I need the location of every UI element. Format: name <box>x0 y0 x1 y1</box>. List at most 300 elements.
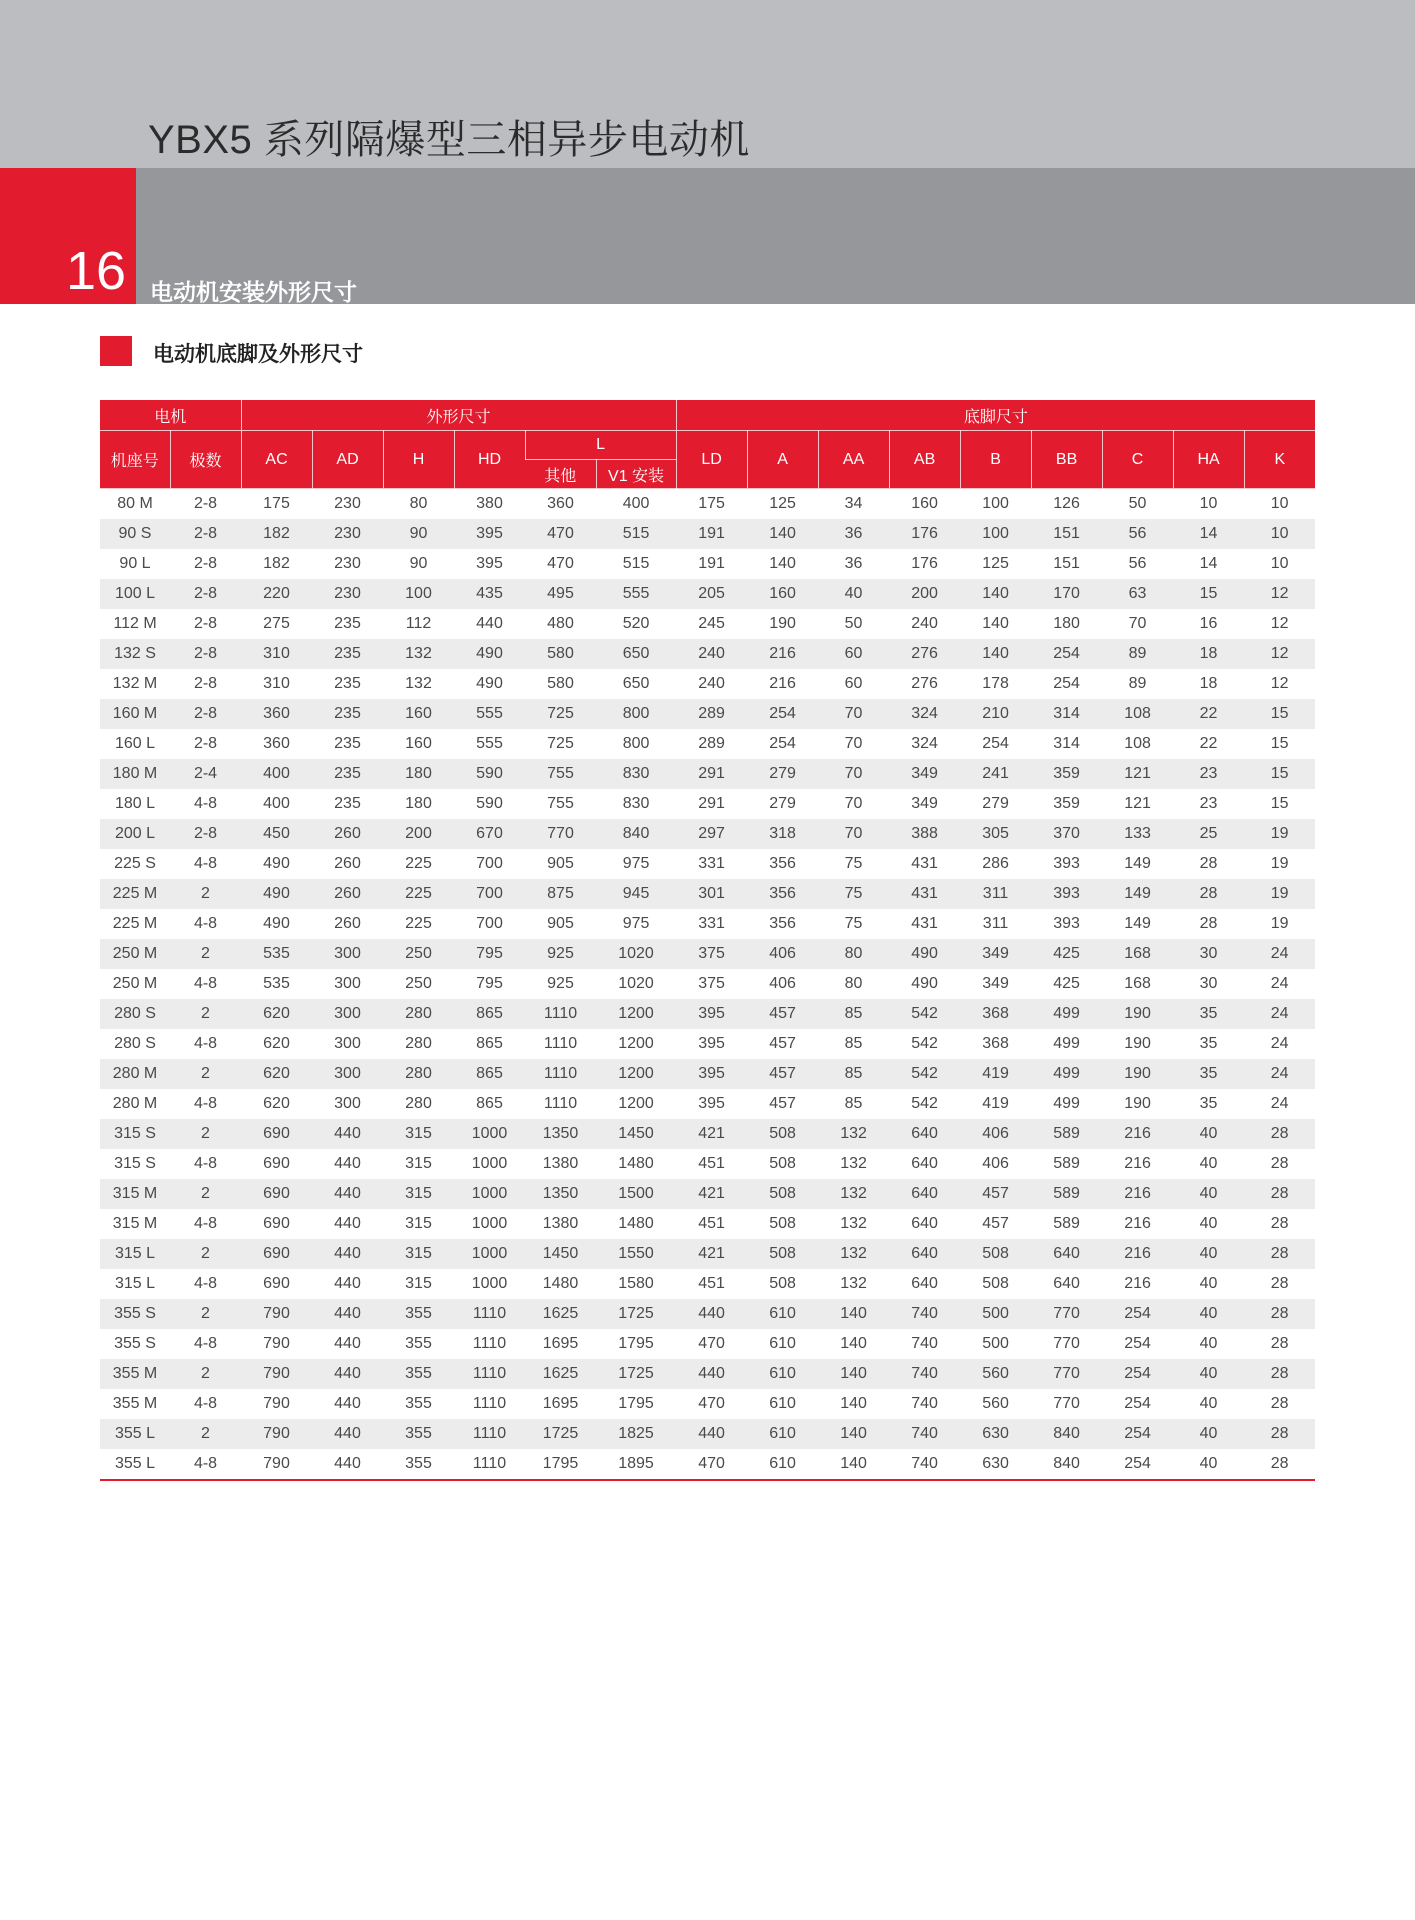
cell-k: 19 <box>1244 819 1315 849</box>
cell-ad: 440 <box>312 1239 383 1269</box>
cell-ac: 620 <box>241 999 312 1029</box>
table-row <box>100 519 1315 549</box>
cell-l-v1: 975 <box>596 909 676 939</box>
cell-a: 508 <box>747 1119 818 1149</box>
cell-ac: 535 <box>241 939 312 969</box>
cell-ac: 310 <box>241 669 312 699</box>
cell-ld: 421 <box>676 1239 747 1269</box>
cell-b: 125 <box>960 549 1031 579</box>
cell-ac: 690 <box>241 1149 312 1179</box>
table-row <box>100 1359 1315 1389</box>
cell-l-v1: 800 <box>596 729 676 759</box>
cell-bb: 359 <box>1031 789 1102 819</box>
cell-l-other: 875 <box>525 879 596 909</box>
cell-ab: 640 <box>889 1209 960 1239</box>
cell-l-v1: 840 <box>596 819 676 849</box>
cell-c: 56 <box>1102 519 1173 549</box>
cell-frame: 315 L <box>100 1239 170 1269</box>
cell-ld: 240 <box>676 639 747 669</box>
cell-ab: 740 <box>889 1449 960 1480</box>
cell-ha: 40 <box>1173 1389 1244 1419</box>
cell-ad: 230 <box>312 519 383 549</box>
cell-c: 190 <box>1102 1059 1173 1089</box>
cell-aa: 132 <box>818 1209 889 1239</box>
cell-aa: 132 <box>818 1149 889 1179</box>
cell-bb: 499 <box>1031 1089 1102 1119</box>
cell-a: 610 <box>747 1359 818 1389</box>
cell-ab: 490 <box>889 969 960 999</box>
cell-h: 100 <box>383 579 454 609</box>
cell-l-other: 1110 <box>525 1029 596 1059</box>
cell-ab: 640 <box>889 1269 960 1299</box>
cell-poles: 2 <box>170 1119 241 1149</box>
cell-c: 254 <box>1102 1329 1173 1359</box>
cell-b: 419 <box>960 1059 1031 1089</box>
cell-bb: 359 <box>1031 759 1102 789</box>
cell-hd: 490 <box>454 669 525 699</box>
cell-h: 250 <box>383 969 454 999</box>
cell-c: 168 <box>1102 939 1173 969</box>
cell-frame: 280 S <box>100 1029 170 1059</box>
cell-ad: 260 <box>312 909 383 939</box>
cell-hd: 1000 <box>454 1149 525 1179</box>
cell-bb: 151 <box>1031 519 1102 549</box>
cell-aa: 34 <box>818 489 889 520</box>
cell-hd: 395 <box>454 549 525 579</box>
cell-bb: 589 <box>1031 1119 1102 1149</box>
cell-l-other: 905 <box>525 849 596 879</box>
cell-ab: 640 <box>889 1149 960 1179</box>
cell-frame: 160 M <box>100 699 170 729</box>
cell-ha: 14 <box>1173 549 1244 579</box>
table-row <box>100 879 1315 909</box>
cell-a: 457 <box>747 1029 818 1059</box>
cell-l-v1: 1480 <box>596 1209 676 1239</box>
cell-c: 149 <box>1102 849 1173 879</box>
cell-aa: 140 <box>818 1299 889 1329</box>
cell-c: 108 <box>1102 729 1173 759</box>
cell-l-v1: 1200 <box>596 1059 676 1089</box>
cell-a: 508 <box>747 1179 818 1209</box>
cell-c: 190 <box>1102 1089 1173 1119</box>
cell-a: 508 <box>747 1209 818 1239</box>
cell-b: 311 <box>960 909 1031 939</box>
cell-b: 630 <box>960 1449 1031 1480</box>
cell-h: 225 <box>383 879 454 909</box>
cell-poles: 2-4 <box>170 759 241 789</box>
cell-ab: 542 <box>889 999 960 1029</box>
cell-bb: 254 <box>1031 639 1102 669</box>
cell-k: 28 <box>1244 1389 1315 1419</box>
cell-ad: 440 <box>312 1149 383 1179</box>
group-header-outline: 外形尺寸 <box>241 400 676 431</box>
cell-poles: 4-8 <box>170 1089 241 1119</box>
cell-ab: 640 <box>889 1239 960 1269</box>
cell-ad: 235 <box>312 759 383 789</box>
cell-k: 24 <box>1244 969 1315 999</box>
cell-bb: 640 <box>1031 1269 1102 1299</box>
cell-ad: 300 <box>312 999 383 1029</box>
cell-frame: 180 M <box>100 759 170 789</box>
cell-ha: 23 <box>1173 759 1244 789</box>
cell-b: 140 <box>960 639 1031 669</box>
cell-k: 28 <box>1244 1329 1315 1359</box>
cell-frame: 250 M <box>100 969 170 999</box>
cell-b: 349 <box>960 969 1031 999</box>
cell-h: 315 <box>383 1269 454 1299</box>
cell-h: 355 <box>383 1299 454 1329</box>
cell-k: 24 <box>1244 1059 1315 1089</box>
cell-h: 315 <box>383 1149 454 1179</box>
table-row <box>100 1449 1315 1480</box>
cell-hd: 1000 <box>454 1239 525 1269</box>
cell-ha: 35 <box>1173 1029 1244 1059</box>
cell-ha: 22 <box>1173 729 1244 759</box>
cell-ad: 300 <box>312 1059 383 1089</box>
cell-a: 190 <box>747 609 818 639</box>
cell-frame: 90 L <box>100 549 170 579</box>
cell-l-other: 480 <box>525 609 596 639</box>
cell-aa: 75 <box>818 849 889 879</box>
cell-l-v1: 975 <box>596 849 676 879</box>
cell-ha: 18 <box>1173 669 1244 699</box>
cell-l-v1: 1725 <box>596 1359 676 1389</box>
cell-poles: 2 <box>170 1419 241 1449</box>
table-row <box>100 1119 1315 1149</box>
cell-bb: 151 <box>1031 549 1102 579</box>
cell-ad: 440 <box>312 1389 383 1419</box>
cell-hd: 1110 <box>454 1419 525 1449</box>
cell-ad: 440 <box>312 1299 383 1329</box>
col-header-h: H <box>383 431 454 489</box>
cell-hd: 590 <box>454 759 525 789</box>
cell-a: 140 <box>747 519 818 549</box>
cell-l-v1: 515 <box>596 549 676 579</box>
cell-aa: 140 <box>818 1359 889 1389</box>
cell-b: 241 <box>960 759 1031 789</box>
cell-aa: 75 <box>818 909 889 939</box>
cell-l-v1: 1200 <box>596 999 676 1029</box>
cell-aa: 132 <box>818 1239 889 1269</box>
cell-ld: 191 <box>676 519 747 549</box>
cell-l-v1: 1020 <box>596 939 676 969</box>
cell-l-v1: 1895 <box>596 1449 676 1480</box>
cell-c: 89 <box>1102 639 1173 669</box>
cell-c: 216 <box>1102 1119 1173 1149</box>
cell-a: 356 <box>747 849 818 879</box>
cell-hd: 1110 <box>454 1389 525 1419</box>
cell-l-other: 725 <box>525 729 596 759</box>
cell-b: 305 <box>960 819 1031 849</box>
col-header-poles: 极数 <box>170 431 241 489</box>
cell-bb: 170 <box>1031 579 1102 609</box>
cell-hd: 1000 <box>454 1119 525 1149</box>
cell-poles: 2 <box>170 1299 241 1329</box>
col-header-hd: HD <box>454 431 525 489</box>
cell-c: 70 <box>1102 609 1173 639</box>
cell-poles: 2-8 <box>170 699 241 729</box>
cell-aa: 140 <box>818 1389 889 1419</box>
cell-b: 286 <box>960 849 1031 879</box>
table-body <box>100 489 1315 1481</box>
cell-a: 254 <box>747 699 818 729</box>
cell-bb: 393 <box>1031 849 1102 879</box>
table-row <box>100 639 1315 669</box>
cell-ac: 275 <box>241 609 312 639</box>
cell-l-v1: 1825 <box>596 1419 676 1449</box>
cell-l-other: 1110 <box>525 999 596 1029</box>
cell-l-other: 755 <box>525 789 596 819</box>
cell-k: 24 <box>1244 1029 1315 1059</box>
cell-a: 508 <box>747 1239 818 1269</box>
cell-bb: 393 <box>1031 909 1102 939</box>
cell-ab: 431 <box>889 849 960 879</box>
cell-ha: 40 <box>1173 1419 1244 1449</box>
cell-aa: 140 <box>818 1419 889 1449</box>
cell-frame: 315 M <box>100 1179 170 1209</box>
cell-ha: 40 <box>1173 1329 1244 1359</box>
cell-aa: 132 <box>818 1179 889 1209</box>
cell-l-other: 925 <box>525 939 596 969</box>
cell-aa: 36 <box>818 519 889 549</box>
cell-ha: 40 <box>1173 1179 1244 1209</box>
table-row <box>100 579 1315 609</box>
cell-ld: 291 <box>676 789 747 819</box>
cell-ad: 440 <box>312 1119 383 1149</box>
table-row <box>100 1149 1315 1179</box>
cell-hd: 440 <box>454 609 525 639</box>
table-row <box>100 939 1315 969</box>
cell-aa: 40 <box>818 579 889 609</box>
cell-k: 28 <box>1244 1359 1315 1389</box>
col-header-ab: AB <box>889 431 960 489</box>
cell-aa: 85 <box>818 1029 889 1059</box>
cell-poles: 2-8 <box>170 549 241 579</box>
cell-l-other: 770 <box>525 819 596 849</box>
cell-a: 279 <box>747 789 818 819</box>
cell-h: 280 <box>383 1029 454 1059</box>
cell-l-v1: 830 <box>596 789 676 819</box>
cell-ac: 690 <box>241 1119 312 1149</box>
cell-hd: 700 <box>454 879 525 909</box>
cell-frame: 355 M <box>100 1359 170 1389</box>
table-row <box>100 969 1315 999</box>
cell-a: 406 <box>747 969 818 999</box>
cell-l-other: 1480 <box>525 1269 596 1299</box>
cell-l-other: 1450 <box>525 1239 596 1269</box>
cell-hd: 865 <box>454 999 525 1029</box>
cell-poles: 4-8 <box>170 969 241 999</box>
cell-c: 254 <box>1102 1299 1173 1329</box>
cell-l-v1: 1795 <box>596 1329 676 1359</box>
cell-h: 225 <box>383 909 454 939</box>
cell-ab: 542 <box>889 1059 960 1089</box>
cell-frame: 280 S <box>100 999 170 1029</box>
cell-ab: 640 <box>889 1119 960 1149</box>
cell-poles: 2-8 <box>170 579 241 609</box>
cell-ld: 175 <box>676 489 747 520</box>
cell-b: 140 <box>960 579 1031 609</box>
cell-b: 210 <box>960 699 1031 729</box>
col-header-b: B <box>960 431 1031 489</box>
cell-frame: 80 M <box>100 489 170 520</box>
cell-ld: 470 <box>676 1449 747 1480</box>
cell-poles: 2 <box>170 999 241 1029</box>
cell-ad: 440 <box>312 1209 383 1239</box>
cell-ab: 740 <box>889 1359 960 1389</box>
cell-poles: 4-8 <box>170 1329 241 1359</box>
cell-c: 216 <box>1102 1239 1173 1269</box>
cell-frame: 160 L <box>100 729 170 759</box>
table-row <box>100 1299 1315 1329</box>
cell-aa: 70 <box>818 759 889 789</box>
cell-l-other: 495 <box>525 579 596 609</box>
cell-ha: 40 <box>1173 1209 1244 1239</box>
cell-ad: 260 <box>312 819 383 849</box>
cell-ab: 388 <box>889 819 960 849</box>
cell-poles: 2-8 <box>170 729 241 759</box>
cell-b: 560 <box>960 1389 1031 1419</box>
col-header-bb: BB <box>1031 431 1102 489</box>
cell-ld: 440 <box>676 1359 747 1389</box>
cell-c: 63 <box>1102 579 1173 609</box>
cell-k: 10 <box>1244 549 1315 579</box>
cell-a: 610 <box>747 1419 818 1449</box>
cell-b: 508 <box>960 1239 1031 1269</box>
cell-l-v1: 515 <box>596 519 676 549</box>
cell-ac: 620 <box>241 1089 312 1119</box>
cell-l-v1: 1580 <box>596 1269 676 1299</box>
cell-ab: 160 <box>889 489 960 520</box>
cell-ab: 431 <box>889 879 960 909</box>
cell-ac: 450 <box>241 819 312 849</box>
cell-hd: 555 <box>454 729 525 759</box>
cell-poles: 4-8 <box>170 1389 241 1419</box>
cell-aa: 80 <box>818 969 889 999</box>
cell-frame: 280 M <box>100 1059 170 1089</box>
page-number: 16 <box>66 241 127 301</box>
cell-b: 457 <box>960 1179 1031 1209</box>
cell-ad: 440 <box>312 1419 383 1449</box>
cell-ha: 25 <box>1173 819 1244 849</box>
cell-ac: 175 <box>241 489 312 520</box>
cell-c: 216 <box>1102 1179 1173 1209</box>
cell-c: 56 <box>1102 549 1173 579</box>
cell-b: 368 <box>960 1029 1031 1059</box>
cell-frame: 132 M <box>100 669 170 699</box>
cell-c: 168 <box>1102 969 1173 999</box>
cell-hd: 395 <box>454 519 525 549</box>
table-row <box>100 1419 1315 1449</box>
cell-ha: 23 <box>1173 789 1244 819</box>
cell-ha: 15 <box>1173 579 1244 609</box>
cell-h: 280 <box>383 1059 454 1089</box>
cell-ac: 535 <box>241 969 312 999</box>
cell-l-v1: 1795 <box>596 1389 676 1419</box>
col-header-c: C <box>1102 431 1173 489</box>
cell-a: 125 <box>747 489 818 520</box>
cell-l-other: 1380 <box>525 1209 596 1239</box>
cell-ad: 235 <box>312 789 383 819</box>
cell-ad: 235 <box>312 669 383 699</box>
cell-c: 149 <box>1102 909 1173 939</box>
cell-frame: 225 M <box>100 879 170 909</box>
cell-l-v1: 1725 <box>596 1299 676 1329</box>
cell-ac: 182 <box>241 549 312 579</box>
cell-a: 457 <box>747 1059 818 1089</box>
cell-l-v1: 1480 <box>596 1149 676 1179</box>
col-header-ha: HA <box>1173 431 1244 489</box>
cell-ld: 289 <box>676 729 747 759</box>
cell-ab: 740 <box>889 1419 960 1449</box>
cell-aa: 85 <box>818 1059 889 1089</box>
cell-ld: 395 <box>676 1029 747 1059</box>
cell-h: 225 <box>383 849 454 879</box>
cell-k: 15 <box>1244 699 1315 729</box>
cell-aa: 140 <box>818 1449 889 1480</box>
cell-poles: 4-8 <box>170 909 241 939</box>
cell-a: 279 <box>747 759 818 789</box>
col-header-l: L <box>525 431 676 460</box>
table-row <box>100 1329 1315 1359</box>
cell-h: 315 <box>383 1239 454 1269</box>
cell-ha: 40 <box>1173 1239 1244 1269</box>
cell-ha: 40 <box>1173 1119 1244 1149</box>
table-row <box>100 1059 1315 1089</box>
cell-l-other: 580 <box>525 639 596 669</box>
cell-ha: 40 <box>1173 1269 1244 1299</box>
cell-bb: 314 <box>1031 699 1102 729</box>
cell-ac: 310 <box>241 639 312 669</box>
table-row <box>100 849 1315 879</box>
col-header-ld: LD <box>676 431 747 489</box>
cell-l-other: 470 <box>525 519 596 549</box>
cell-ha: 40 <box>1173 1449 1244 1480</box>
cell-c: 50 <box>1102 489 1173 520</box>
cell-frame: 355 M <box>100 1389 170 1419</box>
cell-ab: 740 <box>889 1299 960 1329</box>
dimension-table <box>100 400 1315 1481</box>
cell-ld: 470 <box>676 1389 747 1419</box>
cell-l-other: 1380 <box>525 1149 596 1179</box>
cell-l-v1: 650 <box>596 669 676 699</box>
cell-poles: 4-8 <box>170 1209 241 1239</box>
cell-ab: 276 <box>889 639 960 669</box>
cell-k: 15 <box>1244 789 1315 819</box>
cell-poles: 2-8 <box>170 669 241 699</box>
cell-bb: 393 <box>1031 879 1102 909</box>
cell-c: 121 <box>1102 789 1173 819</box>
cell-ad: 440 <box>312 1269 383 1299</box>
cell-l-other: 1350 <box>525 1179 596 1209</box>
cell-ld: 205 <box>676 579 747 609</box>
table-row <box>100 1209 1315 1239</box>
cell-ac: 400 <box>241 759 312 789</box>
cell-bb: 640 <box>1031 1239 1102 1269</box>
cell-ld: 421 <box>676 1179 747 1209</box>
col-header-aa: AA <box>818 431 889 489</box>
cell-l-v1: 1500 <box>596 1179 676 1209</box>
cell-poles: 2-8 <box>170 819 241 849</box>
cell-poles: 2-8 <box>170 519 241 549</box>
cell-k: 28 <box>1244 1239 1315 1269</box>
cell-b: 140 <box>960 609 1031 639</box>
section-title: 电动机安装外形尺寸 <box>150 279 357 305</box>
cell-frame: 355 L <box>100 1419 170 1449</box>
cell-bb: 499 <box>1031 999 1102 1029</box>
cell-bb: 770 <box>1031 1299 1102 1329</box>
cell-a: 610 <box>747 1329 818 1359</box>
